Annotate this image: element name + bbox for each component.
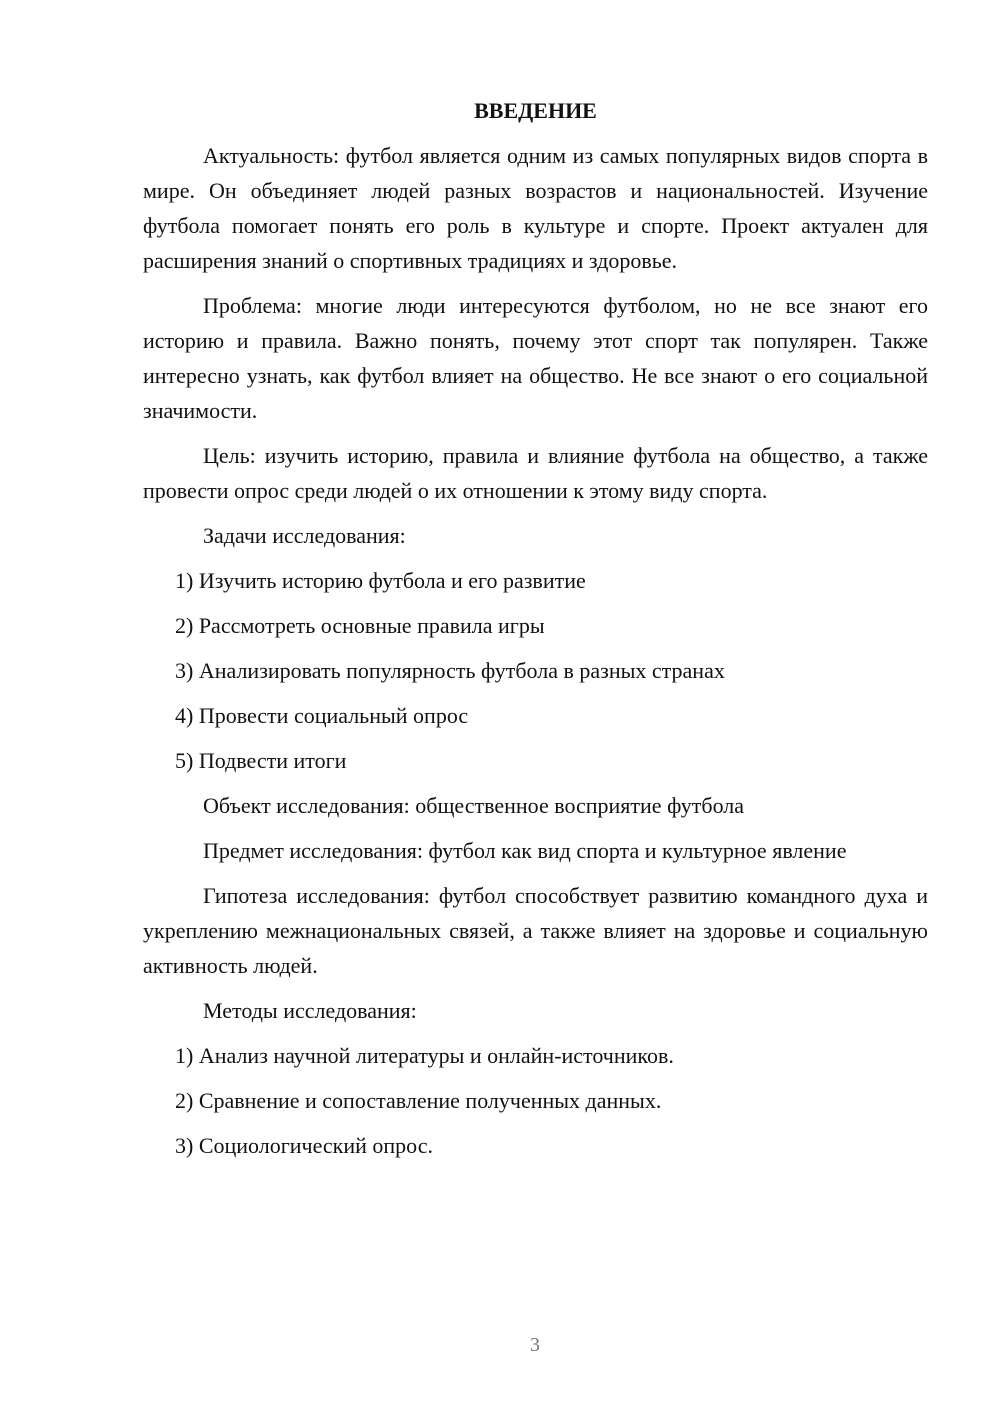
tasks-list xyxy=(143,563,928,778)
list-item: 2) Рассмотреть основные правила игры xyxy=(175,613,545,638)
object-paragraph: Объект исследования: общественное восприятие футбола xyxy=(203,793,745,818)
list-item: 4) Провести социальный опрос xyxy=(175,703,469,728)
page-number: 3 xyxy=(530,1334,540,1356)
tasks-label: Задачи исследования: xyxy=(203,523,406,548)
relevance-paragraph: Актуальность: футбол является одним из самых популярных видов спорта в мире. Он объединяет людей разных возрастов и национальностей. Изучение футбола помогает понять его роль в культуре и спорте. Проект актуален для расширения знаний о спортивных традициях и здоровье. xyxy=(143,143,928,273)
list-item: 1) Анализ научной литературы и онлайн-источников. xyxy=(175,1043,674,1068)
list-item: 3) Социологический опрос. xyxy=(175,1133,433,1158)
methods-label: Методы исследования: xyxy=(203,998,417,1023)
hypothesis-paragraph: Гипотеза исследования: футбол способствует развитию командного духа и укреплению межнациональных связей, а также влияет на здоровье и социальную активность людей. xyxy=(143,883,928,978)
section-heading: ВВЕДЕНИЕ xyxy=(474,98,597,123)
goal-paragraph: Цель: изучить историю, правила и влияние футбола на общество, а также провести опрос среди людей о их отношении к этому виду спорта. xyxy=(143,443,928,503)
problem-paragraph: Проблема: многие люди интересуются футболом, но не все знают его историю и правила. Важно понять, почему этот спорт так популярен. Также интересно узнать, как футбол влияет на общество. Не все знают о его социальной значимости. xyxy=(143,293,928,423)
list-item: 2) Сравнение и сопоставление полученных данных. xyxy=(175,1088,662,1113)
list-item: 3) Анализировать популярность футбола в разных странах xyxy=(175,658,725,683)
page-content xyxy=(143,93,928,1173)
subject-paragraph: Предмет исследования: футбол как вид спорта и культурное явление xyxy=(203,838,847,863)
list-item: 5) Подвести итоги xyxy=(175,748,347,773)
methods-list xyxy=(143,1038,928,1163)
list-item: 1) Изучить историю футбола и его развитие xyxy=(175,568,586,593)
